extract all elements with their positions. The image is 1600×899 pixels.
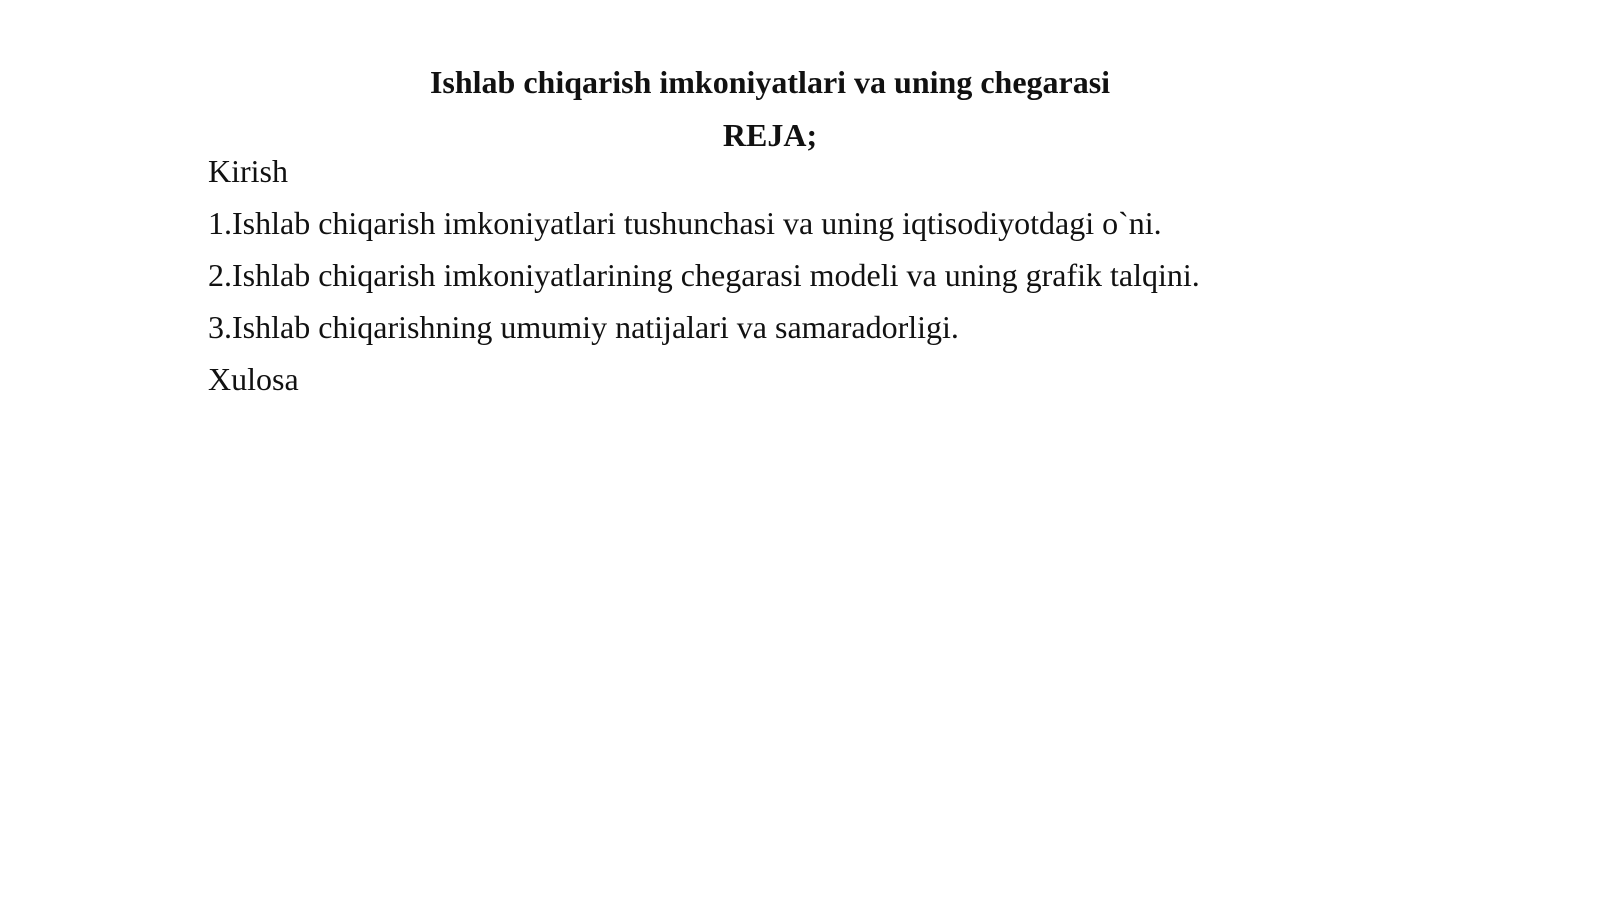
plan-item-introduction: Kirish: [208, 153, 288, 189]
plan-heading: REJA;: [722, 117, 818, 153]
plan-item-conclusion: Xulosa: [208, 361, 299, 397]
plan-item-1: 1.Ishlab chiqarish imkoniyatlari tushunchasi va uning iqtisodiyotdagi o`ni.: [208, 205, 1162, 241]
plan-item-2: 2.Ishlab chiqarish imkoniyatlarining chegarasi modeli va uning grafik talqini.: [208, 257, 1200, 293]
plan-item-3: 3.Ishlab chiqarishning umumiy natijalari va samaradorligi.: [208, 309, 959, 345]
plan-list: [208, 151, 1200, 411]
document-title: Ishlab chiqarish imkoniyatlari va uning chegarasi: [429, 64, 1111, 100]
